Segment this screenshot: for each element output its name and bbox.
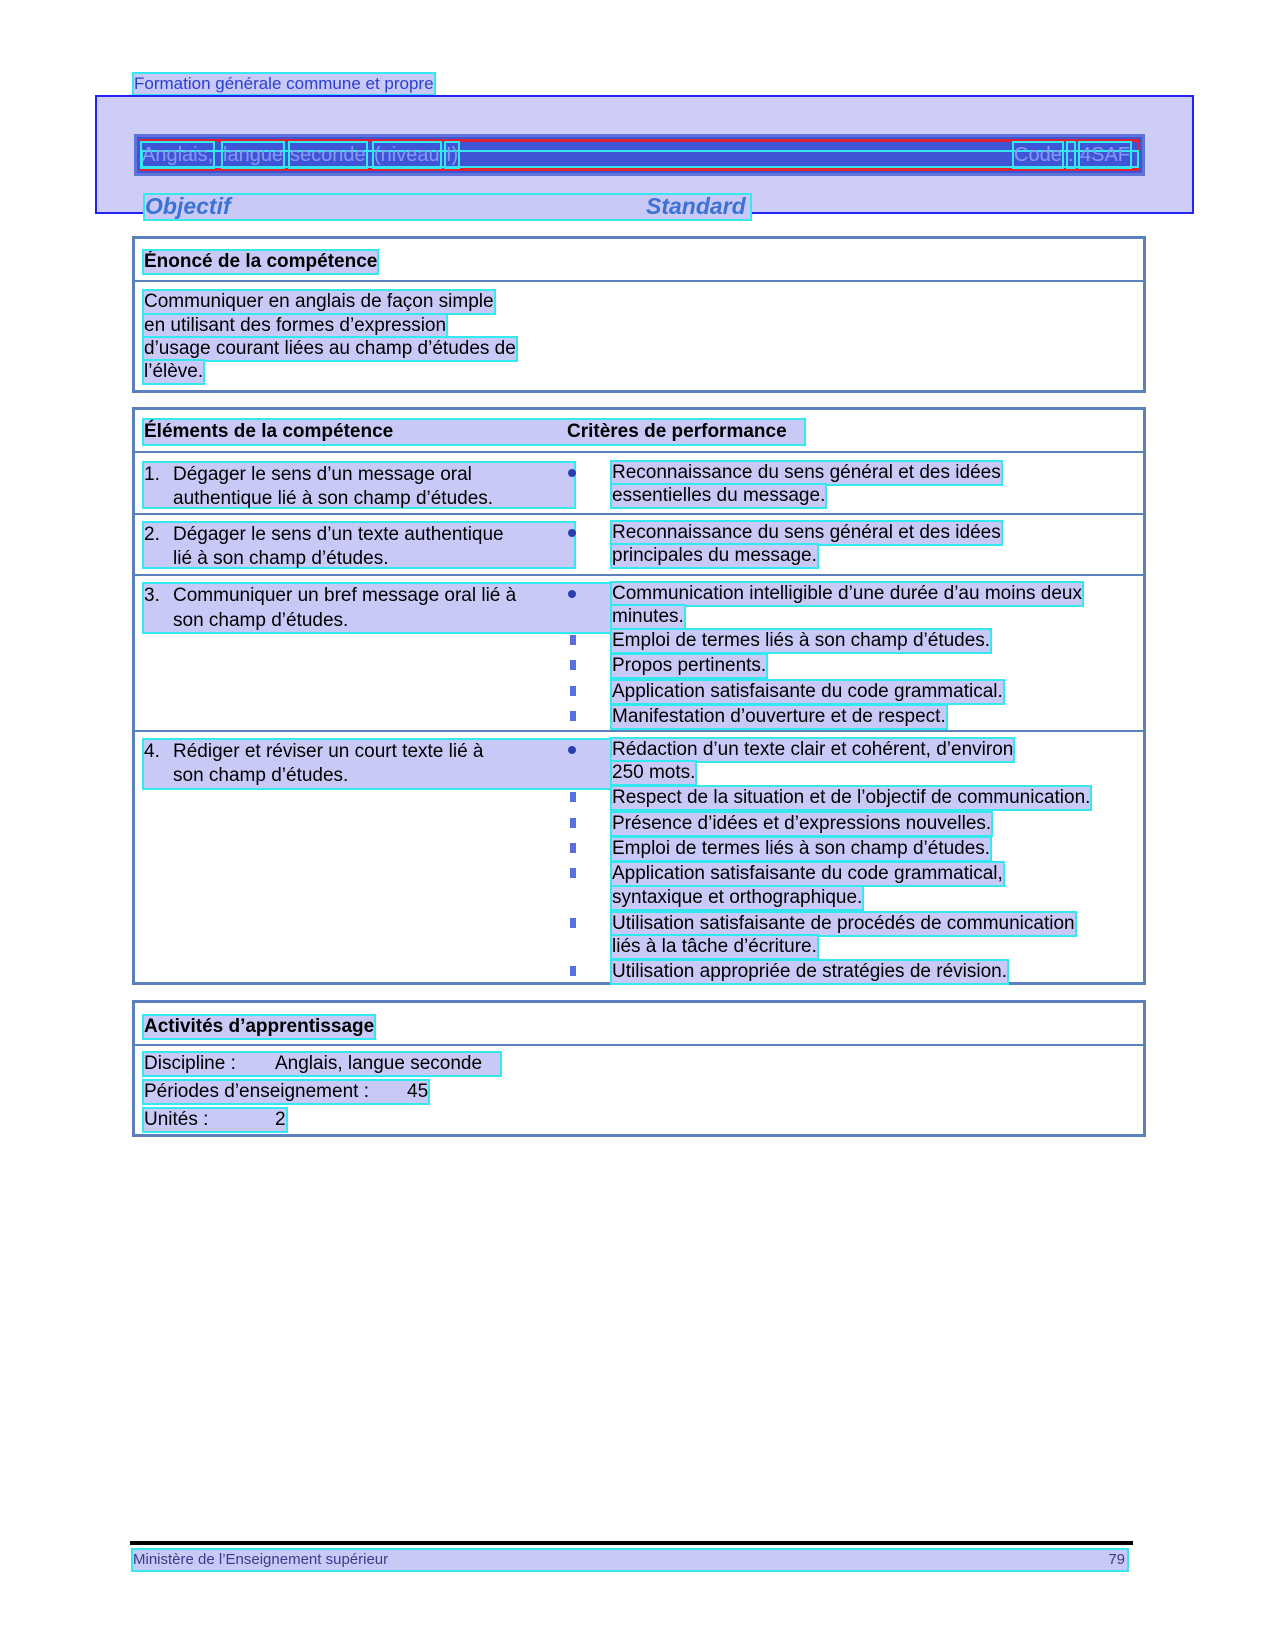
enonce-line: en utilisant des formes d’expression	[144, 315, 447, 336]
element-line: authentique lié à son champ d’études.	[173, 488, 494, 509]
divider	[135, 280, 1143, 282]
divider	[135, 451, 1143, 453]
bullet-icon	[570, 868, 576, 878]
bullet-icon	[570, 843, 576, 853]
criterion-line: minutes.	[612, 606, 684, 627]
activites-heading: Activités d’apprentissage	[144, 1016, 375, 1037]
criterion-line: Application satisfaisante du code grammatical.	[612, 681, 1003, 702]
criteres-heading: Critères de performance	[567, 421, 787, 442]
bullet-icon	[570, 792, 576, 802]
criterion-line: essentielles du message.	[612, 485, 826, 506]
enonce-line: d’usage courant liées au champ d’études de	[144, 338, 516, 359]
criterion-line: Respect de la situation et de l’objectif de communication.	[612, 787, 1091, 808]
criterion-line: Communication intelligible d’une durée d’au moins deux	[612, 583, 1082, 604]
enonce-heading: Énoncé de la compétence	[144, 251, 378, 272]
bullet-icon	[570, 918, 576, 928]
bullet-icon	[570, 818, 576, 828]
title-word: Anglais,	[142, 144, 214, 166]
title-word: I)	[446, 144, 459, 166]
bullet-icon	[570, 635, 576, 645]
element-line: Dégager le sens d’un texte authentique	[173, 524, 504, 545]
title-word: langue	[223, 144, 284, 166]
divider	[135, 730, 1143, 732]
section-header: Formation générale commune et propre	[134, 74, 434, 93]
enonce-line: l’élève.	[144, 361, 204, 382]
criterion-line: syntaxique et orthographique.	[612, 887, 863, 908]
element-line: Communiquer un bref message oral lié à	[173, 585, 517, 606]
bullet-icon	[570, 711, 576, 721]
element-line: Rédiger et réviser un court texte lié à	[173, 741, 484, 762]
element-number: 1.	[144, 464, 160, 485]
criterion-line: principales du message.	[612, 545, 817, 566]
enonce-line: Communiquer en anglais de façon simple	[144, 291, 494, 312]
divider	[135, 513, 1143, 515]
divider	[135, 1044, 1143, 1046]
bullet-icon	[570, 660, 576, 670]
criterion-line: Emploi de termes liés à son champ d’études.	[612, 838, 991, 859]
footer	[133, 1550, 1127, 1570]
bullet-icon	[570, 686, 576, 696]
criterion-line: Rédaction d’un texte clair et cohérent, d’environ	[612, 739, 1014, 760]
course-code-colon: :	[1068, 144, 1074, 166]
course-code-label: Code	[1014, 144, 1062, 166]
footer-rule	[130, 1541, 1133, 1545]
periodes-value: 45	[407, 1081, 429, 1102]
element-number: 2.	[144, 524, 160, 545]
bullet-icon	[568, 746, 576, 754]
unites-label: Unités :	[144, 1109, 209, 1130]
unites-value: 2	[275, 1109, 286, 1130]
criterion-line: Reconnaissance du sens général et des idées	[612, 462, 1001, 483]
criterion-line: Reconnaissance du sens général et des idées	[612, 522, 1001, 543]
course-code-value: 4SAF	[1080, 144, 1131, 166]
criterion-line: Application satisfaisante du code grammatical,	[612, 863, 1003, 884]
criterion-line: Présence d’idées et d’expressions nouvelles.	[612, 813, 992, 834]
objectif-label: Objectif	[145, 193, 231, 219]
title-word: (niveau	[374, 144, 440, 166]
discipline-label: Discipline :	[144, 1053, 236, 1074]
criterion-line: Utilisation satisfaisante de procédés de communication	[612, 913, 1075, 934]
criterion-line: Propos pertinents.	[612, 655, 767, 676]
footer-publisher: Ministère de l’Enseignement supérieur	[133, 1551, 389, 1568]
criterion-line: Emploi de termes liés à son champ d’études.	[612, 630, 991, 651]
bullet-icon	[568, 590, 576, 598]
element-line: Dégager le sens d’un message oral	[173, 464, 472, 485]
criterion-line: liés à la tâche d’écriture.	[612, 936, 817, 957]
title-word: seconde	[290, 144, 366, 166]
elements-heading: Éléments de la compétence	[144, 421, 394, 442]
discipline-value: Anglais, langue seconde	[275, 1053, 483, 1074]
element-line: son champ d’études.	[173, 610, 349, 631]
element-line: lié à son champ d’études.	[173, 548, 389, 569]
periodes-label: Périodes d’enseignement :	[144, 1081, 369, 1102]
element-line: son champ d’études.	[173, 765, 349, 786]
element-number: 3.	[144, 585, 160, 606]
element-number: 4.	[144, 741, 160, 762]
bullet-icon	[570, 966, 576, 976]
divider	[135, 574, 1143, 576]
standard-label: Standard	[646, 193, 746, 219]
bullet-icon	[568, 469, 576, 477]
criterion-line: 250 mots.	[612, 762, 696, 783]
bullet-icon	[568, 529, 576, 537]
criterion-line: Manifestation d’ouverture et de respect.	[612, 706, 946, 727]
criterion-line: Utilisation appropriée de stratégies de révision.	[612, 961, 1007, 982]
page-number: 79	[1108, 1551, 1125, 1568]
